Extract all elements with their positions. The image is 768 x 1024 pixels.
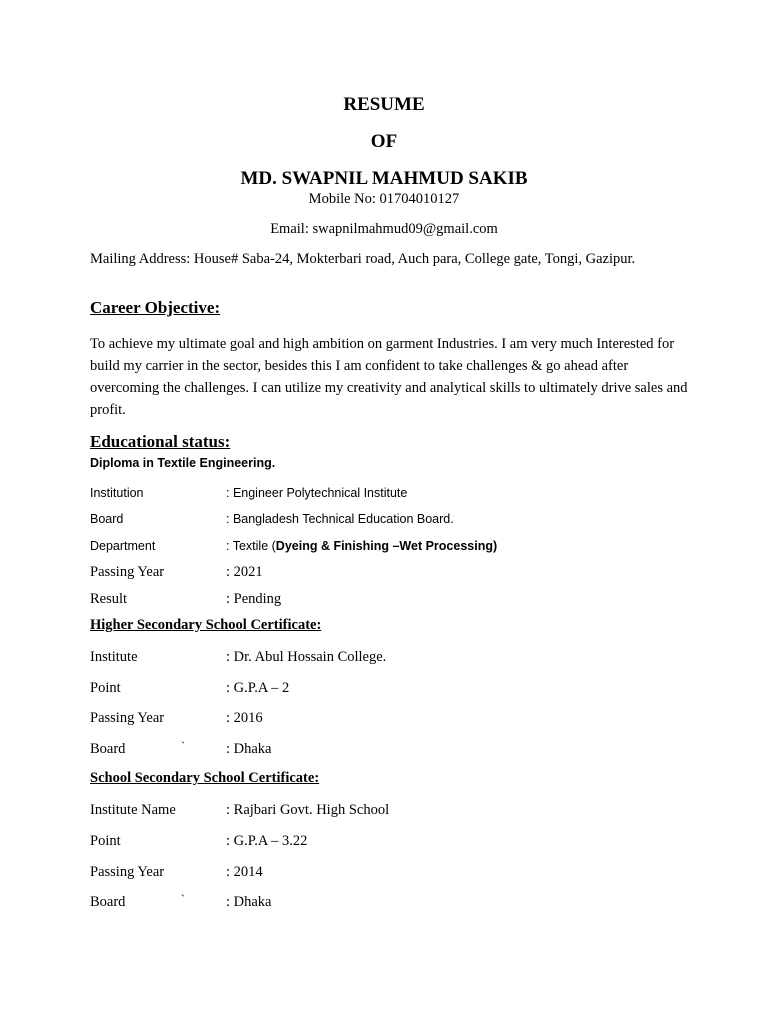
- ssc-passing-year-value: : 2014: [226, 864, 263, 880]
- department-prefix: : Textile (: [226, 539, 276, 553]
- mobile-number: Mobile No: 01704010127: [308, 191, 460, 207]
- ssc-institute-label: Institute Name: [90, 802, 176, 818]
- hsc-board-value: : Dhaka: [226, 741, 272, 757]
- diploma-institution-label: Institution: [90, 486, 144, 500]
- ssc-board-value: : Dhaka: [226, 894, 272, 910]
- diploma-result-value: : Pending: [226, 591, 282, 607]
- career-objective-text: To achieve my ultimate goal and high ambition on garment Industries. I am very much Interested for build my carrier in the sector, besides this I am confident to take challenges & go ahead after overcoming the challenges. I can utilize my creativity and analytical skills to ultimately drive sales and profit.: [90, 336, 688, 418]
- ssc-board-mark: `: [181, 892, 185, 906]
- candidate-name: MD. SWAPNIL MAHMUD SAKIB: [240, 168, 528, 189]
- ssc-institute-value: : Rajbari Govt. High School: [226, 802, 390, 818]
- mailing-address: Mailing Address: House# Saba-24, Mokterbari road, Auch para, College gate, Tongi, Gazipur.: [90, 251, 636, 267]
- educational-status-heading: Educational status:: [90, 432, 231, 451]
- diploma-title: Diploma in Textile Engineering.: [90, 456, 276, 470]
- hsc-passing-year-value: : 2016: [226, 710, 263, 726]
- hsc-point-label: Point: [90, 680, 121, 696]
- diploma-board-label: Board: [90, 512, 124, 526]
- diploma-department-value: [226, 539, 497, 553]
- hsc-point-value: : G.P.A – 2: [226, 680, 290, 696]
- diploma-department-label: Department: [90, 539, 156, 553]
- email-address: Email: swapnilmahmud09@gmail.com: [270, 221, 498, 237]
- ssc-heading: School Secondary School Certificate:: [90, 770, 320, 786]
- ssc-passing-year-label: Passing Year: [90, 864, 165, 880]
- diploma-passing-year-label: Passing Year: [90, 564, 165, 580]
- diploma-passing-year-value: : 2021: [226, 564, 263, 580]
- career-objective-heading: Career Objective:: [90, 298, 221, 317]
- hsc-board-label: Board: [90, 741, 126, 757]
- diploma-board-value: : Bangladesh Technical Education Board.: [226, 512, 454, 526]
- resume-title: RESUME: [343, 94, 425, 115]
- hsc-passing-year-label: Passing Year: [90, 710, 165, 726]
- hsc-heading: Higher Secondary School Certificate:: [90, 617, 322, 633]
- ssc-point-label: Point: [90, 833, 121, 849]
- hsc-institute-label: Institute: [90, 649, 138, 665]
- resume-of: OF: [370, 131, 398, 152]
- department-specialization: Dyeing & Finishing –Wet Processing): [275, 539, 498, 553]
- ssc-board-label: Board: [90, 894, 126, 910]
- ssc-point-value: : G.P.A – 3.22: [226, 833, 308, 849]
- diploma-institution-value: : Engineer Polytechnical Institute: [226, 486, 408, 500]
- hsc-board-mark: `: [181, 739, 185, 753]
- diploma-result-label: Result: [90, 591, 128, 607]
- hsc-institute-value: : Dr. Abul Hossain College.: [226, 649, 387, 665]
